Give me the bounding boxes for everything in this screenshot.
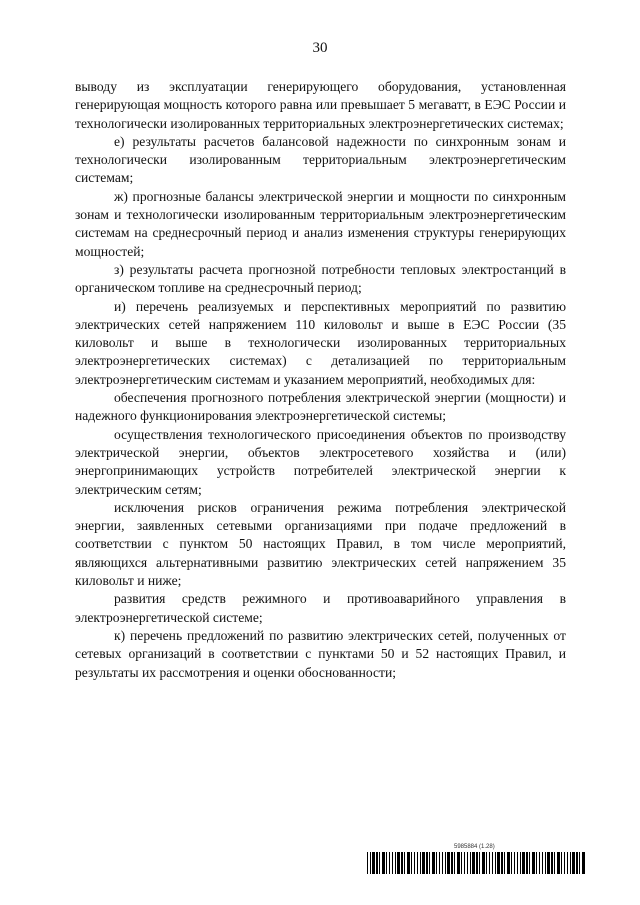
barcode-bar [567,852,568,874]
paragraph: исключения рисков ограничения режима потребления электрической энергии, заявленных сетевыми организациями при подаче предложений в соответствии с пунктом 50 настоящих Правил, в том числе мероприятий, являющихся альтернативными развитию электрических сетей напряжением 35 киловольт и ниже; [75,499,566,589]
barcode-bar [464,852,465,874]
barcode-bar [507,852,510,874]
barcode-bar [376,852,378,874]
barcode-bar [492,852,493,874]
barcode-bar [401,852,403,874]
barcode-bar [470,852,471,874]
paragraph: обеспечения прогнозного потребления электрической энергии (мощности) и надежного функционирования электроэнергетической системы; [75,390,566,424]
barcode-bar [551,852,553,874]
barcode-bar [504,852,505,874]
barcode-bar [429,852,430,874]
barcode-bar [461,852,462,874]
paragraph: ж) прогнозные балансы электрической энергии и мощности по синхронным зонам и технологически изолированным территориальным электроэнергетическим системам на среднесрочный период и анализ изменения структуры генерирующих мощностей; [75,188,566,259]
barcode-bar [486,852,487,874]
barcode-bar [517,852,518,874]
barcode-bar [454,852,455,874]
barcode-bar [529,852,530,874]
barcode-bar [561,852,562,874]
barcode-bar [542,852,543,874]
paragraph: развития средств режимного и противоаварийного управления в электроэнергетической системе; [75,591,566,625]
barcode-bar [407,852,410,874]
barcode-bar [451,852,453,874]
barcode-bar [554,852,555,874]
paragraph: осуществления технологического присоединения объектов по производству электрической энергии, объектов электросетевого хозяйства и (или) энергопринимающих устройств потребителей электрической энергии к электрическим сетям; [75,426,566,497]
barcode-bar [570,852,571,874]
barcode-bar [539,852,540,874]
barcode-bar [422,852,425,874]
paragraph: к) перечень предложений по развитию электрических сетей, полученных от сетевых организаций в соответствии с пунктами 50 и 52 настоящих Правил, и результаты их рассмотрения и оценки обоснованности; [75,627,566,680]
barcode-bar [432,852,435,874]
barcode-bar [420,852,421,874]
barcode-bar [457,852,460,874]
barcode-bar [522,852,525,874]
barcode-bar [417,852,418,874]
barcode-bar [414,852,415,874]
barcode-bar [389,852,390,874]
barcode-bar [479,852,480,874]
document-body [75,78,566,682]
barcode-bar [370,852,371,874]
barcode-bar [576,852,578,874]
barcode-bar [445,852,446,874]
barcode-bar [472,852,475,874]
barcode-bar [582,852,585,874]
barcode-bar [497,852,500,874]
barcode-bar [572,852,575,874]
paragraph: и) перечень реализуемых и перспективных мероприятий по развитию электрических сетей напряжением 110 киловольт и выше в ЕЭС России (35 киловольт и выше в технологически изолированных территориальных электроэнергетических системах) с детализацией по территориальным электроэнергетическим системам и указанием мероприятий, необходимых для: [75,298,566,387]
barcode-bar [511,852,512,874]
barcode-bar [411,852,412,874]
barcode-bar [382,852,385,874]
barcode-bar [514,852,515,874]
barcode-bar [436,852,437,874]
barcode-bar [489,852,490,874]
barcode-bar [367,852,368,874]
barcode-bar [520,852,521,874]
barcode-bar [372,852,375,874]
barcode-bar [532,852,535,874]
paragraph: з) результаты расчета прогнозной потребности тепловых электростанций в органическом топливе на среднесрочный период; [75,261,566,296]
barcode-bar [439,852,440,874]
barcode-bar [526,852,528,874]
barcode-bar [447,852,450,874]
barcode-bar [476,852,478,874]
barcode-bar [395,852,396,874]
barcode-bar [397,852,400,874]
barcode-bar [467,852,468,874]
barcode-bar [495,852,496,874]
barcode-bar [442,852,443,874]
barcode-bar [392,852,393,874]
barcode-bar [386,852,387,874]
barcode [367,852,586,874]
barcode-bar [557,852,560,874]
barcode-bar [547,852,550,874]
barcode-bar [545,852,546,874]
barcode-bar [501,852,503,874]
barcode-bar [379,852,380,874]
barcode-bar [579,852,580,874]
paragraph: выводу из эксплуатации генерирующего оборудования, установленная генерирующая мощность которого равна или превышает 5 мегаватт, в ЕЭС России и технологически изолированных территориальных электроэнергетических системах; [75,79,566,131]
barcode-bar [404,852,405,874]
barcode-bar [426,852,428,874]
barcode-bar [482,852,485,874]
document-code: 5985884 (1.28) [454,844,495,850]
barcode-bar [564,852,565,874]
page-number: 30 [312,40,328,56]
barcode-bar [536,852,537,874]
paragraph: е) результаты расчетов балансовой надежности по синхронным зонам и технологически изолированным территориальным электроэнергетическим системам; [75,133,566,186]
